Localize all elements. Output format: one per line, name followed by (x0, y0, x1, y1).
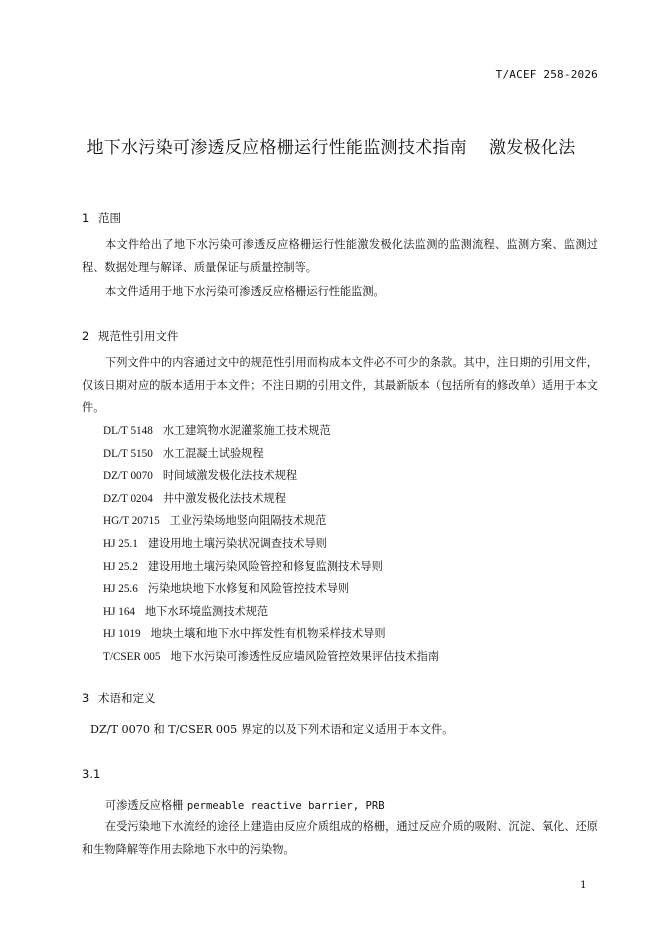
title-main: 地下水污染可渗透反应格栅运行性能监测技术指南 (86, 138, 468, 158)
term-chinese: 可渗透反应格栅 (105, 799, 184, 812)
reference-code: HG/T 20715 (103, 515, 160, 528)
reference-title: 地下水环境监测技术规范 (145, 604, 269, 618)
section-title: 规范性引用文件 (98, 329, 179, 343)
section-title: 术语和定义 (98, 691, 156, 705)
reference-item (103, 443, 439, 466)
term-english: permeable reactive barrier, PRB (186, 800, 385, 812)
normative-reference-list (103, 420, 439, 669)
reference-code: HJ 1019 (103, 628, 141, 641)
reference-item (103, 623, 439, 646)
reference-code: HJ 25.2 (103, 560, 138, 573)
reference-title: 水工混凝土试验规程 (162, 446, 264, 460)
reference-code: HJ 164 (103, 605, 136, 618)
reference-item (103, 601, 439, 624)
reference-code: DL/T 5148 (103, 425, 153, 437)
section-2-heading (82, 328, 179, 344)
reference-code: DL/T 5150 (103, 447, 153, 460)
reference-code: HJ 25.1 (103, 537, 138, 550)
section-3-intro: DZ/T 0070 和 T/CSER 005 界定的以及下列术语和定义适用于本文件。 (90, 723, 454, 736)
section-1-paragraph-1: 本文件给出了地下水污染可渗透反应格栅运行性能激发极化法监测的监测流程、监测方案、监测过程、数据处理与解译、质量保证与质量控制等。 (82, 238, 598, 274)
section-1-heading (82, 210, 121, 226)
section-3-heading (82, 690, 156, 706)
reference-title: 工业污染场地竖向阻隔技术规范 (169, 514, 327, 528)
reference-code: DZ/T 0204 (103, 492, 153, 505)
title-sub: 激发极化法 (489, 138, 576, 158)
reference-title: 井中激发极化法技术规程 (162, 491, 286, 505)
document-title (0, 133, 662, 158)
reference-code: T/CSER 005 (103, 650, 161, 663)
page-number: 1 (580, 879, 587, 891)
reference-item (103, 533, 439, 556)
reference-title: 时间域激发极化法技术规程 (162, 469, 298, 483)
reference-item (103, 556, 439, 579)
section-1-paragraph-2: 本文件适用于地下水污染可渗透反应格栅运行性能监测。 (105, 285, 385, 298)
reference-title: 建设用地土壤污染风险管控和修复监测技术导则 (147, 559, 383, 573)
section-number: 3 (82, 691, 90, 705)
reference-item (103, 510, 439, 533)
term-definition: 在受污染地下水流经的途径上建造由反应介质组成的格栅，通过反应介质的吸附、沉淀、氧化、还原和生物降解等作用去除地下水中的污染物。 (82, 820, 598, 856)
section-number: 1 (82, 211, 90, 225)
reference-title: 水工建筑物水泥灌浆施工技术规范 (162, 424, 331, 437)
reference-item (103, 646, 439, 669)
section-2-intro: 下列文件中的内容通过文中的规范性引用而构成本文件必不可少的条款。其中，注日期的引用文件，仅该日期对应的版本适用于本文件；不注日期的引用文件，其最新版本（包括所有的修改单）适用于本文件。 (82, 356, 598, 414)
reference-title: 地块土壤和地下水中挥发性有机物采样技术导则 (150, 627, 386, 641)
document-code: T/ACEF 258-2026 (495, 68, 598, 81)
reference-code: DZ/T 0070 (103, 470, 153, 483)
reference-item (103, 465, 439, 488)
reference-item (103, 420, 439, 443)
term-entry (105, 797, 385, 813)
clause-number: 3.1 (82, 767, 101, 781)
reference-item (103, 488, 439, 511)
reference-title: 建设用地土壤污染状况调查技术导则 (147, 536, 327, 550)
reference-title: 地下水污染可渗透性反应墙风险管控效果评估技术指南 (170, 649, 440, 663)
reference-title: 污染地块地下水修复和风险管控技术导则 (147, 582, 350, 596)
section-title: 范围 (98, 211, 121, 225)
reference-code: HJ 25.6 (103, 583, 138, 596)
reference-item (103, 578, 439, 601)
section-number: 2 (82, 329, 90, 343)
